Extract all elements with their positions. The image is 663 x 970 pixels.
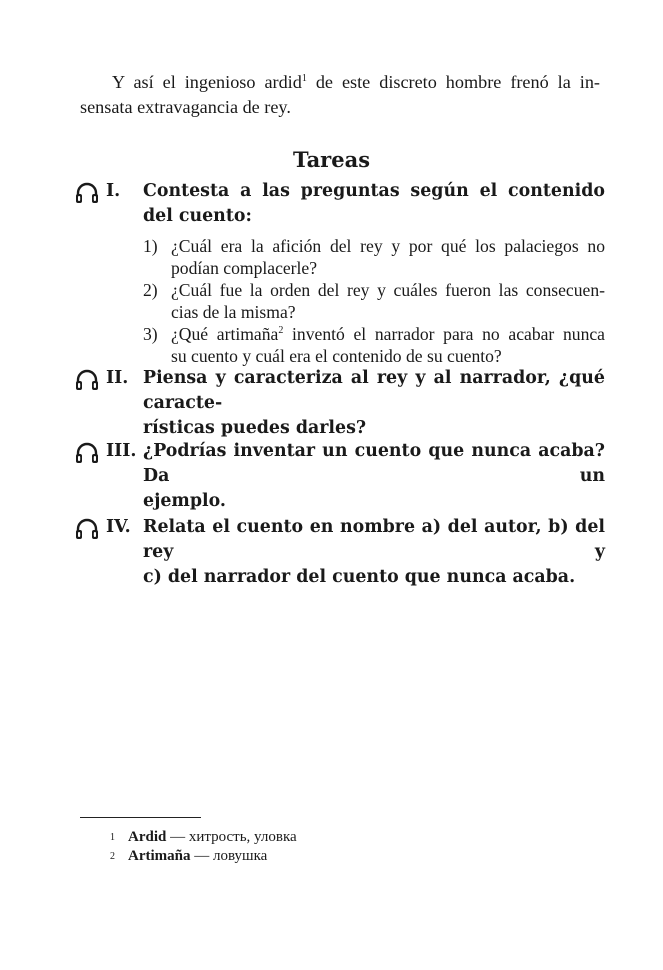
intro-line-1 [80, 70, 600, 95]
task-line: Relata el cuento en nombre a) del autor, b) del rey y [143, 517, 605, 562]
footnote-term: Ardid [128, 829, 167, 845]
question-line: ¿Cuál era la afición del rey y por qué los palaciegos no [171, 236, 605, 256]
task-line: ejemplo. [143, 491, 226, 511]
footnote-definition: — ловушка [190, 848, 268, 864]
intro-text: de este discreto hombre frenó la in- [306, 72, 600, 92]
question-number: 2) [143, 280, 158, 300]
question-text: inventó el narrador para no acabar nunca [283, 324, 605, 344]
headphones-icon [75, 518, 99, 540]
question-number: 3) [143, 324, 158, 344]
intro-text: Y así el ingenioso ardid [112, 72, 302, 92]
question-item [143, 323, 605, 367]
footnotes [80, 828, 297, 866]
footnote-ref-1[interactable]: 1 [301, 73, 307, 84]
task-line: ¿Podrías inventar un cuento que nunca acaba? Da un [143, 441, 605, 486]
footnote-divider [80, 817, 201, 818]
footnote-ref-2[interactable]: 2 [278, 325, 284, 336]
footnote-1 [80, 828, 297, 847]
footnote-mark: 1 [110, 832, 115, 843]
question-text: ¿Qué artimaña [171, 324, 279, 344]
task-number: IV. [106, 517, 131, 537]
footnote-mark: 2 [110, 851, 115, 862]
task-number: I. [106, 181, 121, 201]
task-instruction [143, 179, 605, 229]
question-line: su cuento y cuál era el contenido de su cuento? [171, 346, 502, 366]
headphones-icon [75, 182, 99, 204]
task-line: rísticas puedes darles? [143, 418, 367, 438]
task-number: III. [106, 441, 137, 461]
task-2 [75, 366, 605, 441]
task-number: II. [106, 368, 129, 388]
task-instruction [143, 515, 605, 590]
footnote-term: Artimaña [128, 848, 191, 864]
question-item [143, 235, 605, 279]
task-4 [75, 515, 605, 590]
intro-line-2: sensata extravagancia de rey. [80, 97, 291, 117]
headphones-icon [75, 442, 99, 464]
task-line: Piensa y caracteriza al rey y al narrador, ¿qué caracte- [143, 368, 605, 413]
question-line: podían complacerle? [171, 258, 318, 278]
footnote-definition: — хитрость, уловка [166, 829, 297, 845]
intro-paragraph [80, 70, 600, 120]
footnote-2 [80, 847, 297, 866]
question-line: cias de la misma? [171, 302, 296, 322]
section-heading: Tareas [292, 147, 371, 172]
task-1 [75, 179, 605, 367]
question-number: 1) [143, 236, 158, 256]
task-3 [75, 439, 605, 514]
question-line [171, 323, 605, 345]
question-list [143, 235, 605, 367]
question-line: ¿Cuál fue la orden del rey y cuáles fueron las consecuen- [171, 280, 605, 300]
task-line: Contesta a las preguntas según el contenido del cuento: [143, 181, 605, 226]
headphones-icon [75, 369, 99, 391]
question-item [143, 279, 605, 323]
task-instruction [143, 366, 605, 441]
task-line: c) del narrador del cuento que nunca acaba. [143, 567, 576, 587]
task-instruction [143, 439, 605, 514]
